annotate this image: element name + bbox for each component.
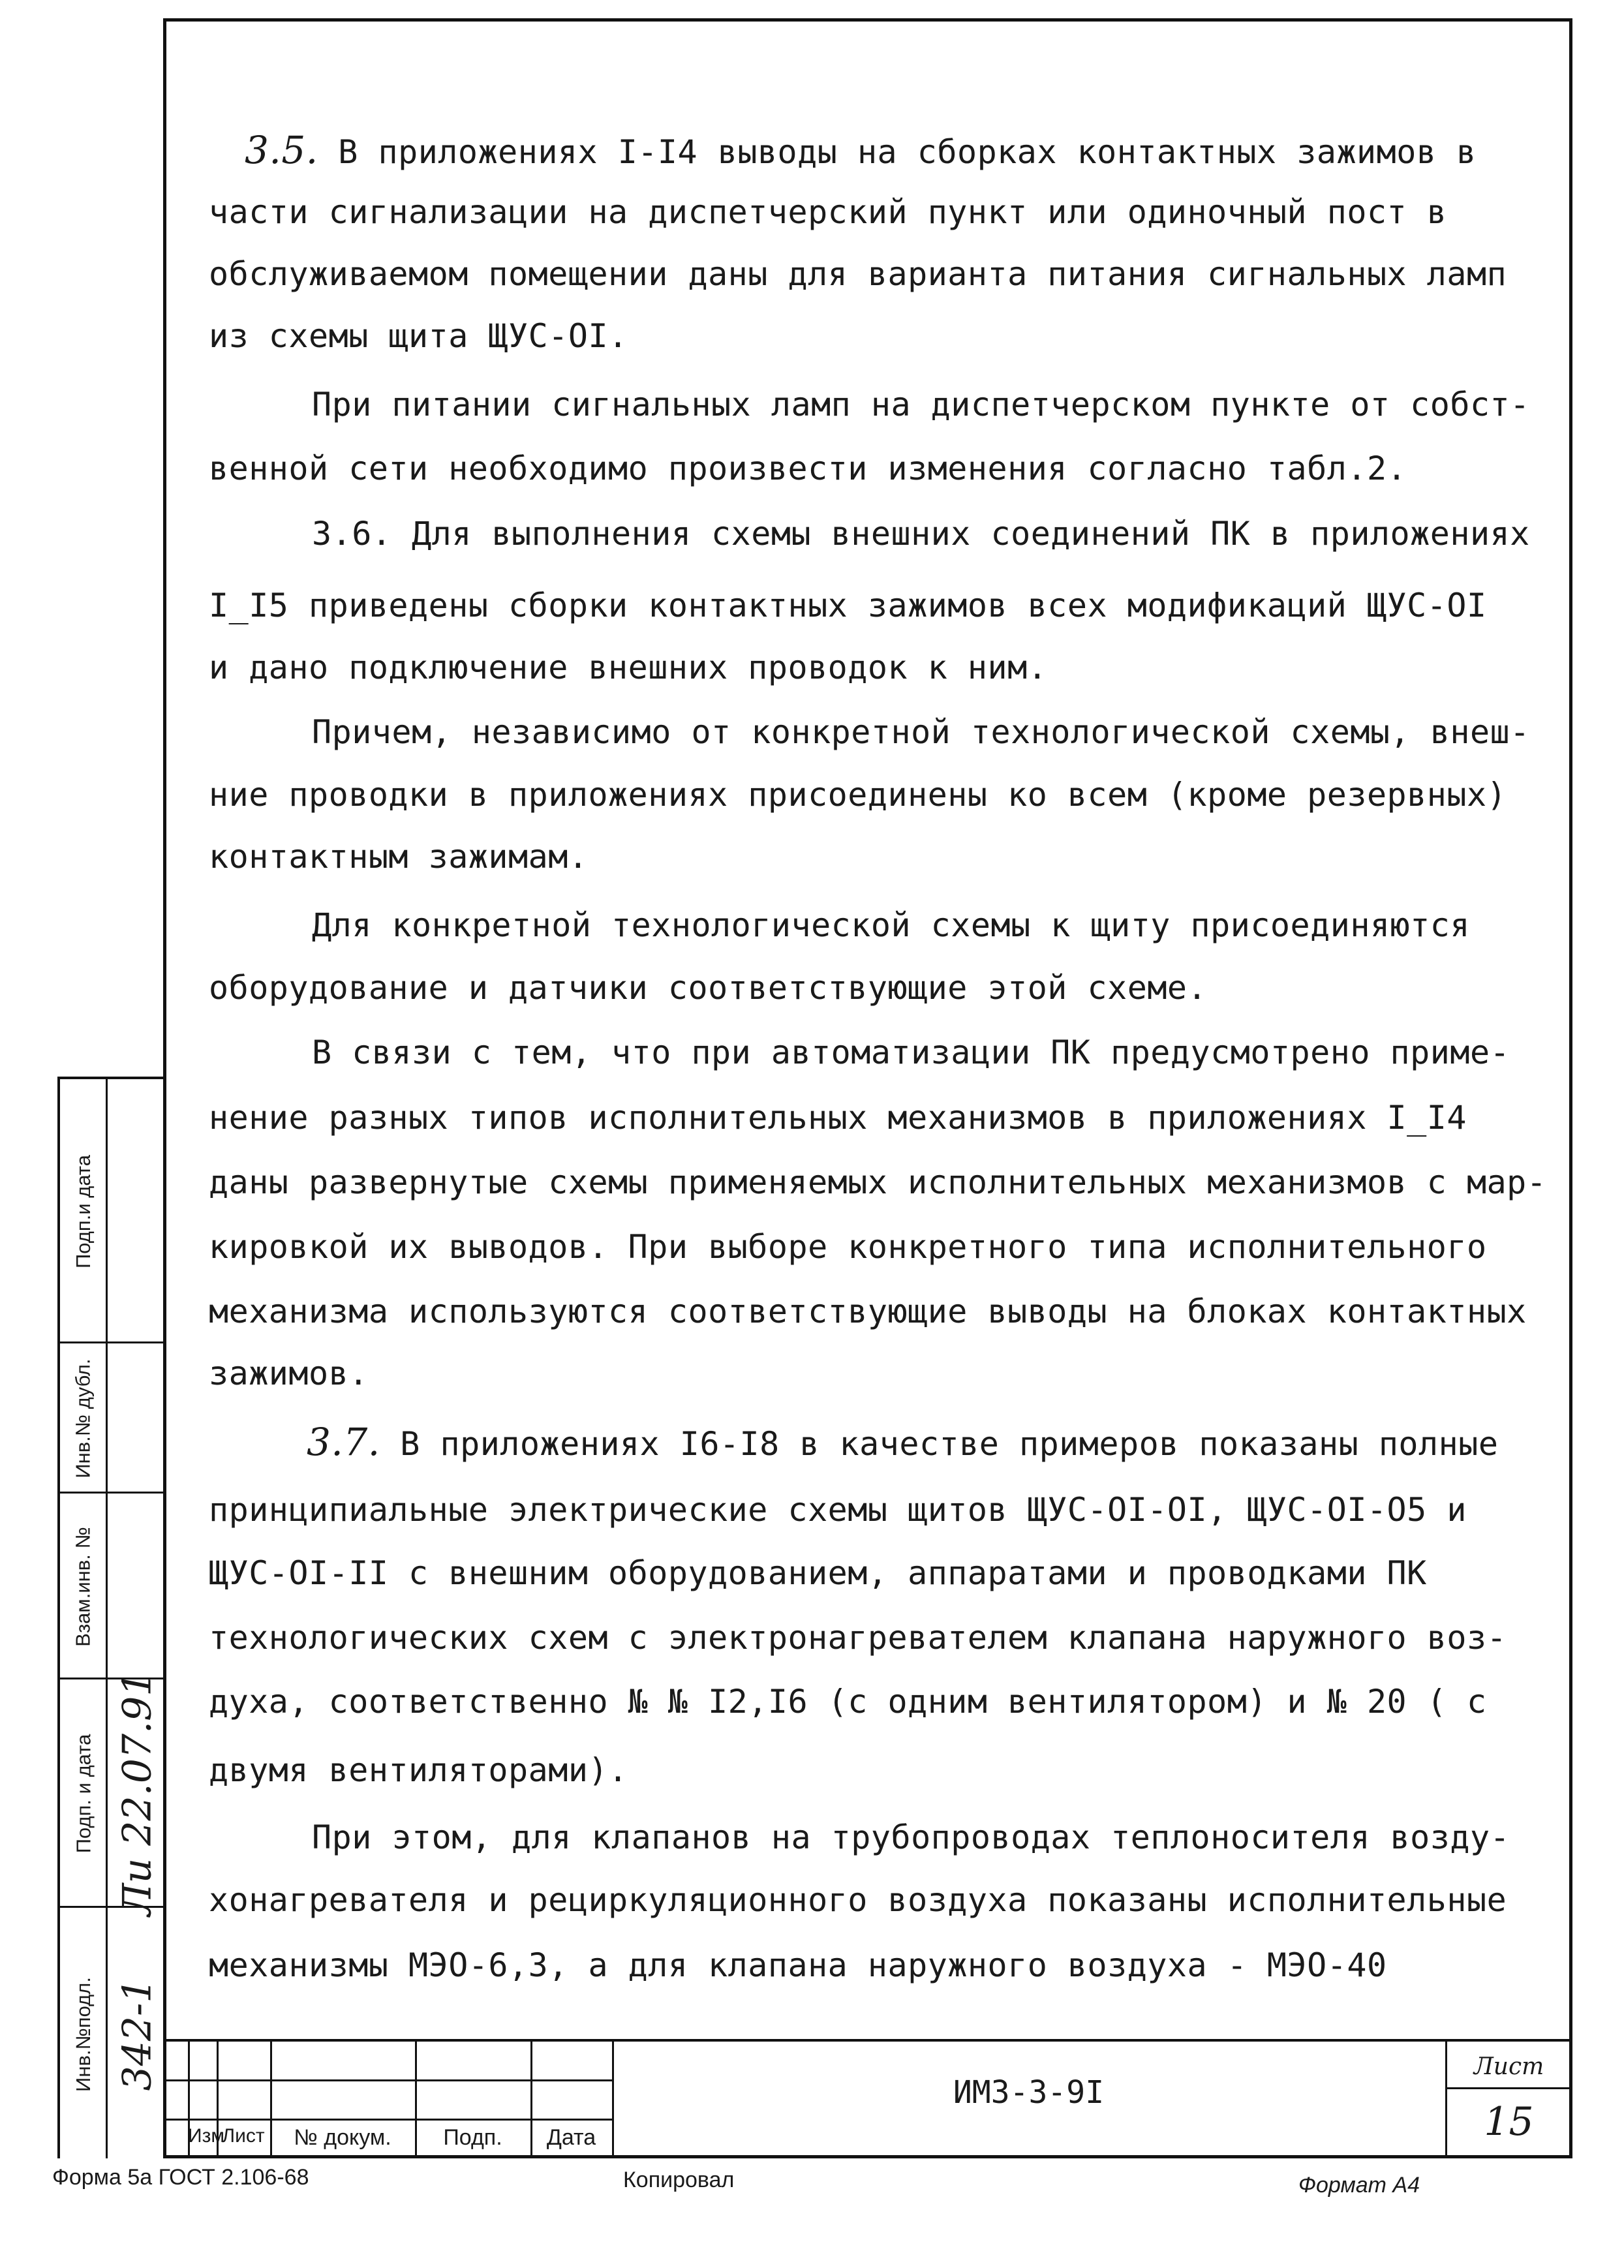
line-text: из схемы щита ЩУС-OI. [209, 317, 628, 355]
text-line [209, 837, 588, 876]
line-text: При питании сигнальных ламп на диспетчерском пункте от собст- [312, 386, 1530, 423]
text-line [209, 1354, 369, 1393]
text-line [209, 1292, 1527, 1331]
text-line [312, 514, 1530, 553]
line-text: оборудование и датчики соответствующие этой схеме. [209, 969, 1208, 1007]
section-number: 3.5. [245, 128, 318, 172]
text-line [209, 775, 1507, 814]
text-line [312, 385, 1530, 424]
line-text: При этом, для клапанов на трубопроводах теплоносителя возду- [312, 1818, 1510, 1856]
text-line [209, 1880, 1507, 1920]
tb-col-date: Дата [546, 2125, 596, 2150]
line-text: контактным зажимам. [209, 838, 589, 876]
tb-col-doc-number: № докум. [294, 2125, 391, 2150]
line-text: Причем, независимо от конкретной технологической схемы, внеш- [312, 713, 1530, 751]
tb-line [163, 2042, 165, 2158]
text-line [209, 1751, 628, 1790]
margin-label-replaced-inv: Взам.инв. № [72, 1526, 95, 1647]
format-label: Формат А4 [1298, 2173, 1420, 2198]
line-text: 3.6. Для выполнения схемы внешних соединений ПК в приложениях [312, 515, 1530, 553]
text-line [209, 1490, 1467, 1529]
line-text: ние проводки в приложениях присоединены ко всем (кроме резервных) [209, 776, 1507, 814]
line-text: венной сети необходимо произвести изменения согласно табл.2. [209, 450, 1407, 487]
line-text: механизма используются соответствующие выводы на блоках контактных [209, 1293, 1527, 1330]
copied-label: Копировал [623, 2168, 735, 2192]
text-line [209, 192, 1447, 232]
margin-label-dup-inv: Инв.№ дубл. [72, 1358, 95, 1479]
margin-label-signature-date: Подп.и дата [72, 1154, 95, 1268]
form-reference: Форма 5а ГОСТ 2.106-68 [52, 2165, 309, 2190]
line-text: зажимов. [209, 1355, 369, 1392]
margin-strip [57, 1077, 163, 2158]
line-text: кировкой их выводов. При выборе конкретного типа исполнительного [209, 1228, 1487, 1266]
margin-label-original-inv: Инв.№подл. [72, 1977, 95, 2092]
line-text: В связи с тем, что при автоматизации ПК предусмотрено приме- [312, 1034, 1510, 1071]
text-line [209, 586, 1487, 625]
line-text: механизмы МЭО-6,3, а для клапана наружного воздуха - МЭО-40 [209, 1946, 1387, 1984]
line-text: хонагревателя и рециркуляционного воздуха показаны исполнительные [209, 1881, 1507, 1919]
text-line [209, 1682, 1487, 1721]
line-text: и дано подключение внешних проводок к ним. [209, 649, 1048, 686]
line-text: Для конкретной технологической схемы к щиту присоединяются [312, 906, 1470, 944]
line-text: двумя вентиляторами). [209, 1751, 628, 1789]
text-line [312, 713, 1530, 752]
tb-col-change: Изм [188, 2125, 224, 2147]
line-text: обслуживаемом помещении даны для варианта питания сигнальных ламп [209, 255, 1507, 293]
handwritten-signature-date: Ли 22.07.91 [114, 1671, 161, 1916]
text-line [209, 1946, 1387, 1985]
line-text: В приложениях I6-I8 в качестве примеров показаны полные [380, 1425, 1499, 1463]
line-text: даны развернутые схемы применяемых исполнительных механизмов с мар- [209, 1163, 1547, 1201]
line-text: принципиальные электрические схемы щитов ЩУС-OI-OI, ЩУС-OI-O5 и [209, 1491, 1467, 1529]
tb-line [163, 2079, 612, 2081]
text-line [209, 449, 1407, 488]
line-text: духа, соответственно № № I2,I6 (с одним вентилятором) и № 20 ( с [209, 1683, 1487, 1721]
margin-label-signature-date-2: Подп. и дата [72, 1734, 95, 1854]
tb-col-signature: Подп. [443, 2125, 502, 2150]
line-text: В приложениях I-I4 выводы на сборках контактных зажимов в [318, 133, 1477, 171]
text-line [245, 130, 1477, 172]
text-line [209, 1227, 1487, 1266]
tb-line [163, 2119, 612, 2121]
line-text: ЩУС-OI-II с внешним оборудованием, аппаратами и проводками ПК [209, 1554, 1427, 1592]
tb-col-sheet: Лист [222, 2125, 265, 2147]
sheet-label: Лист [1473, 2053, 1544, 2080]
text-line [209, 968, 1207, 1007]
text-line [209, 1618, 1507, 1657]
line-text: части сигнализации на диспетчерский пункт или одиночный пост в [209, 193, 1447, 231]
handwritten-original-inv: 342-1 [114, 1978, 160, 2091]
line-text: нение разных типов исполнительных механизмов в приложениях I_I4 [209, 1099, 1467, 1137]
text-line [209, 1554, 1427, 1593]
line-text: I_I5 приведены сборки контактных зажимов всех модификаций ЩУС-OI [209, 587, 1487, 624]
tb-line [1445, 2087, 1572, 2089]
document-code: ИМЗ-3-9I [953, 2074, 1105, 2111]
text-line [209, 254, 1507, 294]
text-line [209, 1163, 1546, 1202]
sheet-number: 15 [1484, 2099, 1534, 2145]
text-line [312, 1818, 1510, 1857]
text-line [307, 1422, 1498, 1463]
title-block [163, 2039, 1572, 2158]
text-line [209, 1098, 1467, 1137]
section-number: 3.7. [307, 1420, 380, 1464]
text-line [312, 1033, 1510, 1072]
text-line [312, 906, 1470, 945]
text-line [209, 648, 1047, 687]
text-line [209, 316, 628, 356]
line-text: технологических схем с электронагревателем клапана наружного воз- [209, 1619, 1507, 1657]
